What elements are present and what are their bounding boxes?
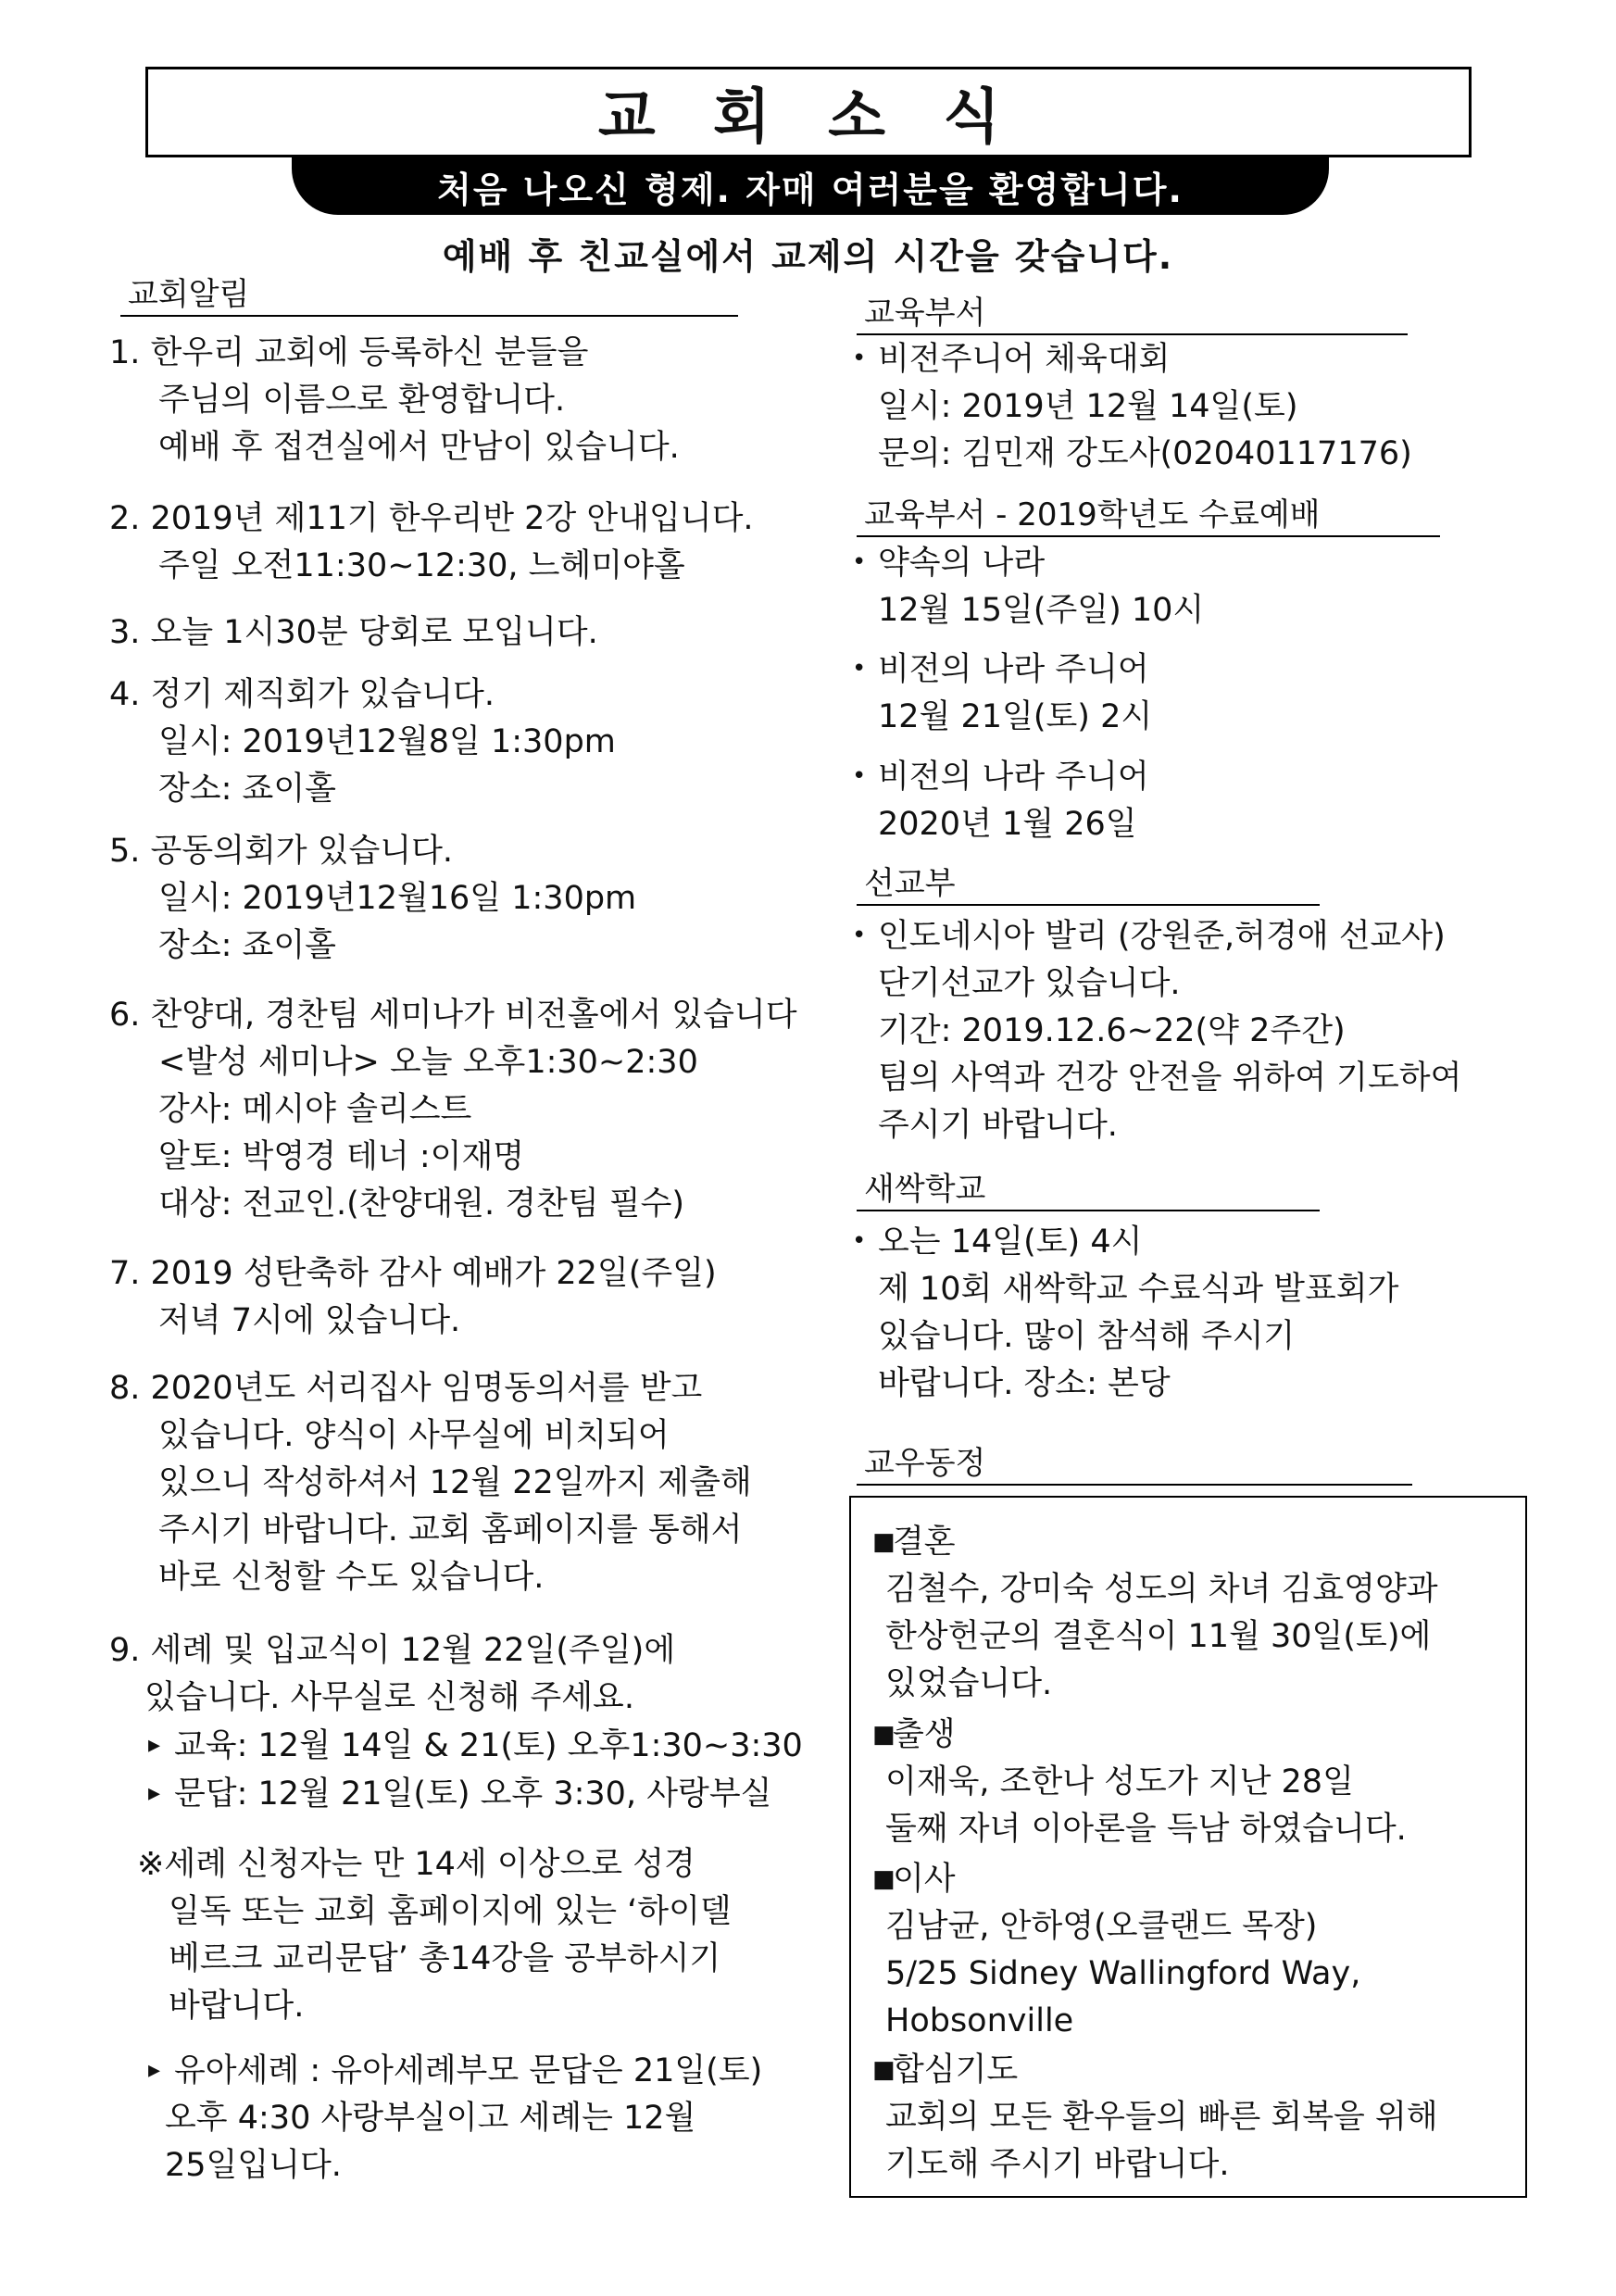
notice-item-6: 6. 찬양대, 경찬팀 세미나가 비전홀에서 있습니다 <발성 세미나> 오늘 오후1:30~2:30 강사: 메시야 솔리스트 알토: 박영경 테너 :이재명 대상: 전교인.(찬양대원. 경찬팀 필수)	[109, 997, 797, 1223]
square-bullet-icon: ■	[872, 2056, 896, 2084]
notice-item-5: 5. 공동의회가 있습니다. 일시: 2019년12월16일 1:30pm 장소: 죠이홀	[109, 833, 637, 964]
section-heading-sprout-school: 새싹학교	[857, 1169, 1320, 1211]
square-bullet-icon: ■	[872, 1528, 896, 1556]
welcome-banner: 처음 나오신 형제. 자매 여러분을 환영합니다.	[292, 157, 1329, 215]
triangle-bullet-icon: ▸	[148, 1779, 161, 1807]
square-bullet-icon: ■	[872, 1865, 896, 1893]
section-heading-education: 교육부서	[857, 293, 1408, 335]
mission-notice: • 인도네시아 발리 (강원준,허경애 선교사) 단기선교가 있습니다. 기간: 2019.12.6~22(약 2주간) 팀의 사역과 건강 안전을 위하여 기도하여 주시기 바랍니다.	[852, 912, 1461, 1149]
dot-bullet-icon: •	[852, 922, 867, 949]
notice-item-4: 4. 정기 제직회가 있습니다. 일시: 2019년12월8일 1:30pm 장소: 죠이홀	[109, 676, 616, 808]
section-heading-church-news: 교회알림	[120, 274, 738, 317]
dot-bullet-icon: •	[852, 655, 867, 683]
triangle-bullet-icon: ▸	[148, 1731, 161, 1759]
section-heading-member-news: 교우동정	[857, 1443, 1412, 1486]
notice-item-3: 3. 오늘 1시30분 당회로 모입니다.	[109, 614, 598, 651]
section-heading-graduation: 교육부서 - 2019학년도 수료예배	[857, 495, 1440, 537]
dot-bullet-icon: •	[852, 345, 867, 372]
notice-item-1: 1. 한우리 교회에 등록하신 분들을 주님의 이름으로 환영합니다. 예배 후 접견실에서 만남이 있습니다.	[109, 334, 680, 466]
dot-bullet-icon: •	[852, 548, 867, 576]
notice-item-7: 7. 2019 성탄축하 감사 예배가 22일(주일) 저녁 7시에 있습니다.	[109, 1255, 717, 1339]
member-news-prayer: ■합심기도 교회의 모든 환우들의 빠른 회복을 위해 기도해 주시기 바랍니다.	[872, 2047, 1438, 2189]
notice-item-9: 9. 세례 및 입교식이 12월 22일(주일)에 있습니다. 사무실로 신청해 주세요. ▸ 교육: 12월 14일 & 21(토) 오후1:30~3:30 ▸ 문답: 12월 21일(토) 오후 3:30, 사랑부실	[109, 1627, 803, 1818]
graduation-item-1: • 약속의 나라 12월 15일(주일) 10시	[852, 539, 1204, 634]
dot-bullet-icon: •	[852, 1227, 867, 1255]
member-news-birth: ■출생 이재욱, 조한나 성도가 지난 28일 둘째 자녀 이아론을 득남 하였습니다.	[872, 1712, 1407, 1853]
dot-bullet-icon: •	[852, 762, 867, 790]
section-heading-mission: 선교부	[857, 863, 1320, 906]
education-notice: • 비전주니어 체육대회 일시: 2019년 12월 14일(토) 문의: 김민재 강도사(02040117176)	[852, 335, 1412, 478]
member-news-move: ■이사 김남균, 안하영(오클랜드 목장) 5/25 Sidney Wallingford Way, Hobsonville	[872, 1856, 1360, 2045]
triangle-bullet-icon: ▸	[148, 2056, 161, 2084]
page-title: 교 회 소 식	[145, 67, 1472, 157]
member-news-wedding: ■결혼 김철수, 강미숙 성도의 차녀 김효영양과 한상헌군의 결혼식이 11월 30일(토)에 있었습니다.	[872, 1519, 1438, 1708]
square-bullet-icon: ■	[872, 1721, 896, 1749]
notice-item-8: 8. 2020년도 서리집사 임명동의서를 받고 있습니다. 양식이 사무실에 비치되어 있으니 작성하셔서 12월 22일까지 제출해 주시기 바랍니다. 교회 홈페이지를 통해서 바로 신청할 수도 있습니다.	[109, 1370, 752, 1596]
sprout-school-notice: • 오는 14일(토) 4시 제 10회 새싹학교 수료식과 발표회가 있습니다. 많이 참석해 주시기 바랍니다. 장소: 본당	[852, 1218, 1398, 1408]
baptism-note: ※세례 신청자는 만 14세 이상으로 성경 일독 또는 교회 홈페이지에 있는 ‘하이델 베르크 교리문답’ 총14강을 공부하시기 바랍니다.	[137, 1846, 732, 2025]
infant-baptism-note: ▸ 유아세례 : 유아세례부모 문답은 21일(토) 오후 4:30 사랑부실이고 세례는 12월 25일입니다.	[148, 2047, 762, 2189]
fellowship-notice: 예배 후 친교실에서 교제의 시간을 갖습니다.	[442, 236, 1174, 277]
notice-item-2: 2. 2019년 제11기 한우리반 2강 안내입니다. 주일 오전11:30~12:30, 느헤미야홀	[109, 500, 754, 584]
graduation-item-3: • 비전의 나라 주니어 2020년 1월 26일	[852, 753, 1149, 848]
graduation-item-2: • 비전의 나라 주니어 12월 21일(토) 2시	[852, 646, 1152, 741]
